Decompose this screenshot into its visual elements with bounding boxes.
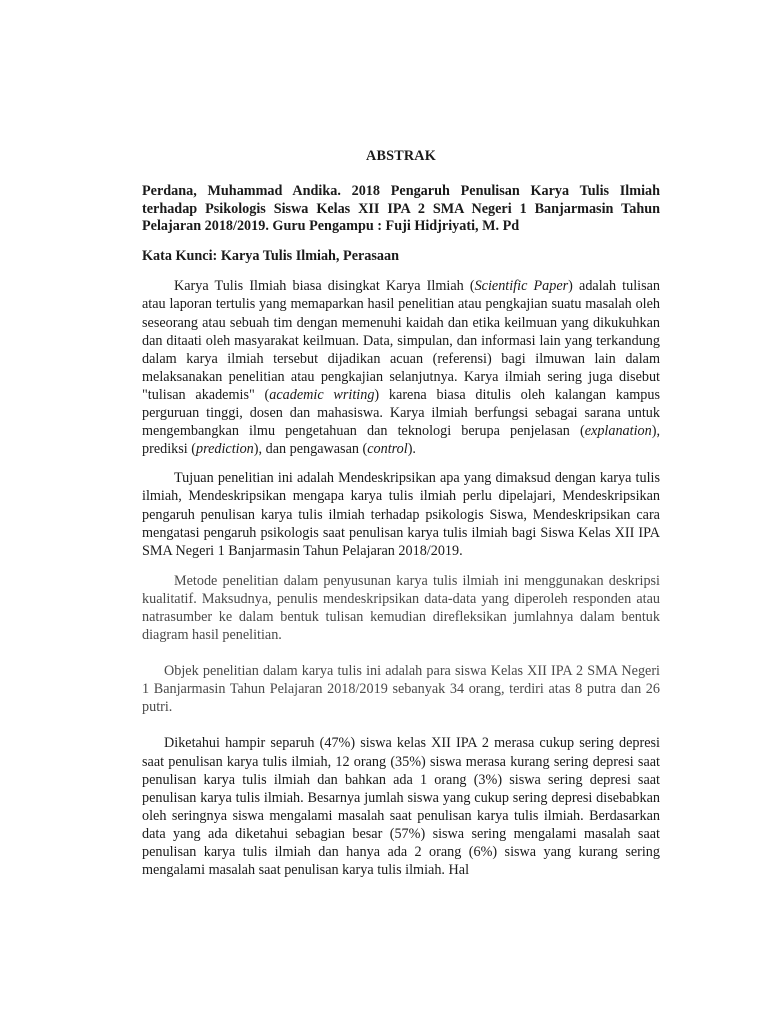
italic-term: explanation xyxy=(584,423,652,440)
italic-term: academic writing xyxy=(269,386,375,403)
paragraph-text: Karya Tulis Ilmiah biasa disingkat Karya Ilmiah ( xyxy=(174,278,475,295)
paragraph-text: Tujuan penelitian ini adalah Mendeskripsikan apa yang dimaksud dengan karya tulis ilmiah, Mendeskripsikan mengapa karya tulis ilmiah perlu dipelajari, Mendeskripsikan pengaruh penulisan karya tulis ilmiah terhadap psikologis Siswa, Mendeskripsikan cara mengatasi pengaruh psikologis saat penulisan karya tulis ilmiah bagi Siswa Kelas XII IPA SMA Negeri 1 Banjarmasin Tahun Pelajaran 2018/2019. xyxy=(142,470,660,559)
paragraph-text: Objek penelitian dalam karya tulis ini adalah para siswa Kelas XII IPA 2 SMA Negeri 1 Banjarmasin Tahun Pelajaran 2018/2019 sebanyak 34 orang, terdiri atas 8 putra dan 26 putri. xyxy=(142,663,660,716)
paragraph-text: ) karena biasa ditulis oleh kalangan kampus perguruan tinggi, dosen dan mahasiswa. Karya ilmiah berfungsi sebagai sarana untuk mengembangkan ilmu pengetahuan dan teknologi berupa penjelasan ( xyxy=(142,386,661,440)
citation: Perdana, Muhammad Andika. 2018 Pengaruh Penulisan Karya Tulis Ilmiah terhadap Psikologis Siswa Kelas XII IPA 2 SMA Negeri 1 Banjarmasin Tahun Pelajaran 2018/2019. Guru Pengampu : Fuji Hidjriyati, M. Pd xyxy=(142,183,660,235)
paragraph-method xyxy=(142,572,660,644)
italic-term: control xyxy=(367,441,408,458)
keywords: Kata Kunci: Karya Tulis Ilmiah, Perasaan xyxy=(142,247,399,264)
abstract-heading: ABSTRAK xyxy=(366,148,436,164)
paragraph-results xyxy=(142,734,660,879)
paragraph-text: ), dan pengawasan ( xyxy=(253,441,368,458)
paragraph-objectives xyxy=(142,469,660,559)
paragraph-definition xyxy=(142,277,660,458)
italic-term: prediction xyxy=(195,441,254,458)
paragraph-text: Metode penelitian dalam penyusunan karya tulis ilmiah ini menggunakan deskripsi kualitatif. Maksudnya, penulis mendeskripsikan data-data yang diperoleh responden atau natrasumber ke dalam bentuk tulisan kemudian direfleksikan jumlahnya dalam bentuk diagram hasil penelitian. xyxy=(142,572,660,644)
paragraph-text: Diketahui hampir separuh (47%) siswa kelas XII IPA 2 merasa cukup sering depresi saat penulisan karya tulis ilmiah, 12 orang (35%) siswa merasa kurang sering depresi saat penulisan karya tulis ilmiah dan bahkan ada 1 orang (3%) siswa sering depresi saat penulisan karya tulis ilmiah. Besarnya jumlah siswa yang cukup sering depresi disebabkan oleh seringnya siswa mengalami masalah saat penulisan karya tulis ilmiah. Berdasarkan data yang ada diketahui sebagian besar (57%) siswa sering mengalami masalah saat penulisan karya tulis ilmiah dan hanya ada 2 orang (6%) siswa yang kurang sering mengalami masalah saat penulisan karya tulis ilmiah. Hal xyxy=(142,735,660,879)
paragraph-text: ), prediksi ( xyxy=(142,423,660,458)
paragraph-object xyxy=(142,662,660,716)
paragraph-text: ). xyxy=(407,441,416,458)
document-page xyxy=(142,148,660,879)
italic-term: Scientific Paper xyxy=(474,278,569,295)
paragraph-text: ) adalah tulisan atau laporan tertulis yang memaparkan hasil penelitian atau pengkajian suatu masalah oleh seseorang atau sebuah tim dengan memenuhi kaidah dan etika keilmuan yang dikukuhkan dan ditaati oleh masyarakat keilmuan. Data, simpulan, dan informasi lain yang terkandung dalam karya ilmiah tersebut dijadikan acuan (referensi) bagi ilmuwan lain dalam melaksanakan penelitian atau pengkajian selanjutnya. Karya ilmiah sering juga disebut "tulisan akademis" ( xyxy=(142,278,660,403)
